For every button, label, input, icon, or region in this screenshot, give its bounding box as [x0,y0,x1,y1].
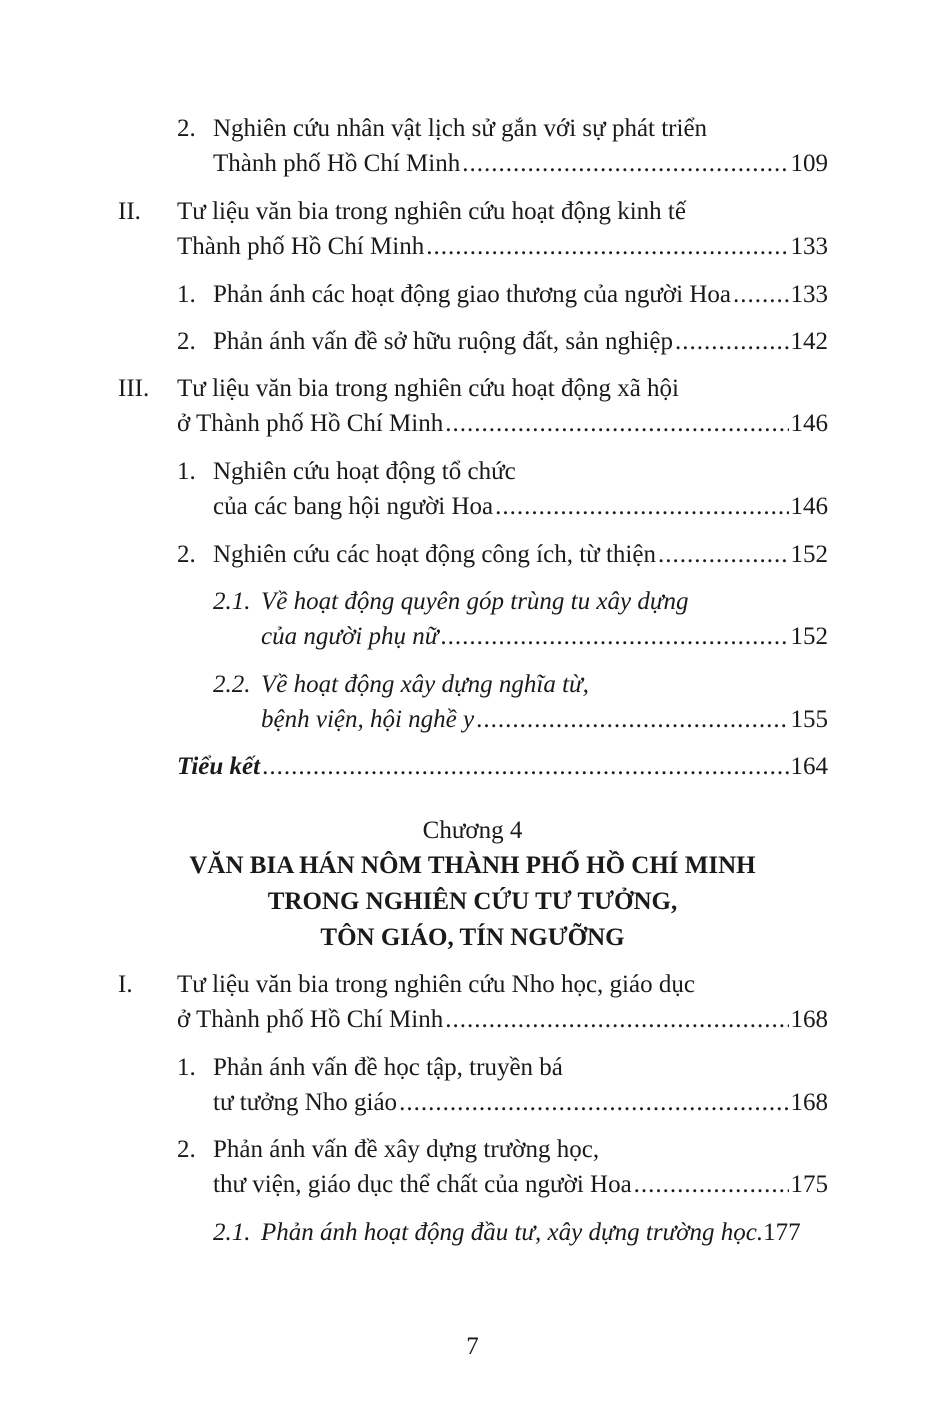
entry-title-line2: ở Thành phố Hồ Chí Minh [177,1006,444,1033]
dot-leader [445,407,788,441]
entry-number: 2.1. [213,1219,251,1246]
entry-title-line1: Tư liệu văn bia trong nghiên cứu Nho học, giáo dục [177,971,695,998]
entry-title-line2: thư viện, giáo dục thể chất của người Hoa [213,1171,632,1198]
page-number: 168 [790,1006,828,1033]
entry-number: 1. [177,281,196,308]
entry-number: 2. [177,115,196,142]
entry-title-line2: của người phụ nữ [261,623,439,650]
toc-entry[interactable] [213,490,828,524]
entry-title-line1: Phản ánh vấn đề sở hữu ruộng đất, sản nghiệp [213,328,674,355]
entry-number: III. [118,375,150,402]
entry-title-line2: bệnh viện, hội nghề y [261,706,475,733]
chapter-title-line: TÔN GIÁO, TÍN NGƯỠNG [320,924,625,951]
entry-title-line1: Nghiên cứu các hoạt động công ích, từ thiện [213,541,656,568]
toc-entry[interactable] [213,1168,828,1202]
entry-number: 1. [177,1054,196,1081]
toc-entry[interactable] [177,407,828,441]
entry-number: I. [118,971,133,998]
toc-entry[interactable] [177,230,828,264]
dot-leader [634,1168,789,1202]
page-number: 142 [790,328,828,355]
toc-entry[interactable] [213,1086,828,1120]
dot-leader [426,230,788,264]
entry-title-line1: Tư liệu văn bia trong nghiên cứu hoạt động xã hội [177,375,679,402]
page-number: 109 [790,150,828,177]
dot-leader [440,620,788,654]
dot-leader [399,1086,788,1120]
entry-title-line1: Tư liệu văn bia trong nghiên cứu hoạt động kinh tế [177,198,686,225]
toc-entry[interactable] [261,703,828,737]
page-number: 133 [790,281,828,308]
dot-leader [262,750,788,784]
entry-title-line1: Nghiên cứu hoạt động tổ chức [213,458,516,485]
entry-title-line2: tư tưởng Nho giáo [213,1089,398,1116]
entry-number: 2.1. [213,588,251,615]
dot-leader [658,538,789,572]
toc-entry[interactable] [213,325,828,359]
entry-title-line1: Phản ánh vấn đề học tập, truyền bá [213,1054,563,1081]
dot-leader [462,147,788,181]
entry-title-line2: Thành phố Hồ Chí Minh [177,233,425,260]
page-number: 155 [790,706,828,733]
toc-entry[interactable] [213,538,828,572]
toc-entry[interactable] [177,1003,828,1037]
entry-number: 2. [177,1136,196,1163]
toc-entry[interactable] [213,278,828,312]
page-number: 152 [790,541,828,568]
entry-title-line1: Về hoạt động quyên góp trùng tu xây dựng [261,588,689,615]
entry-number: 2. [177,541,196,568]
entry-title-line2: Thành phố Hồ Chí Minh [213,150,461,177]
entry-title-line1: Phản ánh các hoạt động giao thương của người Hoa [213,281,731,308]
page-number: 168 [790,1089,828,1116]
page-number: 177 [763,1219,801,1246]
chapter-label: Chương 4 [422,817,523,844]
entry-title-line2: ở Thành phố Hồ Chí Minh [177,410,444,437]
dot-leader [733,278,789,312]
toc-entry[interactable] [177,750,828,784]
entry-title-line1: Tiểu kết [177,753,261,780]
dot-leader [675,325,788,359]
dot-leader [495,490,788,524]
entry-title-line2: của các bang hội người Hoa [213,493,494,520]
entry-number: 1. [177,458,196,485]
chapter-title-line: TRONG NGHIÊN CỨU TƯ TƯỞNG, [267,888,678,915]
entry-number: 2. [177,328,196,355]
entry-number: 2.2. [213,671,251,698]
page-number: 175 [790,1171,828,1198]
entry-title-line1: Nghiên cứu nhân vật lịch sử gắn với sự phát triển [213,115,708,142]
chapter-title-line: VĂN BIA HÁN NÔM THÀNH PHỐ HỒ CHÍ MINH [189,852,756,879]
entry-number: II. [118,198,141,225]
dot-leader [445,1003,788,1037]
dot-leader [476,703,788,737]
toc-entry[interactable] [261,1216,828,1250]
page-number: 133 [790,233,828,260]
page-number: 164 [790,753,828,780]
page-number: 146 [790,410,828,437]
page-footer-number: 7 [466,1333,479,1360]
entry-title-line1: Phản ánh vấn đề xây dựng trường học, [213,1136,600,1163]
entry-title-line1: Về hoạt động xây dựng nghĩa từ, [261,671,589,698]
toc-entry[interactable] [261,620,828,654]
page-number: 146 [790,493,828,520]
entry-title-line1: Phản ánh hoạt động đầu tư, xây dựng trường học. [261,1219,764,1246]
page-number: 152 [790,623,828,650]
toc-entry[interactable] [213,147,828,181]
